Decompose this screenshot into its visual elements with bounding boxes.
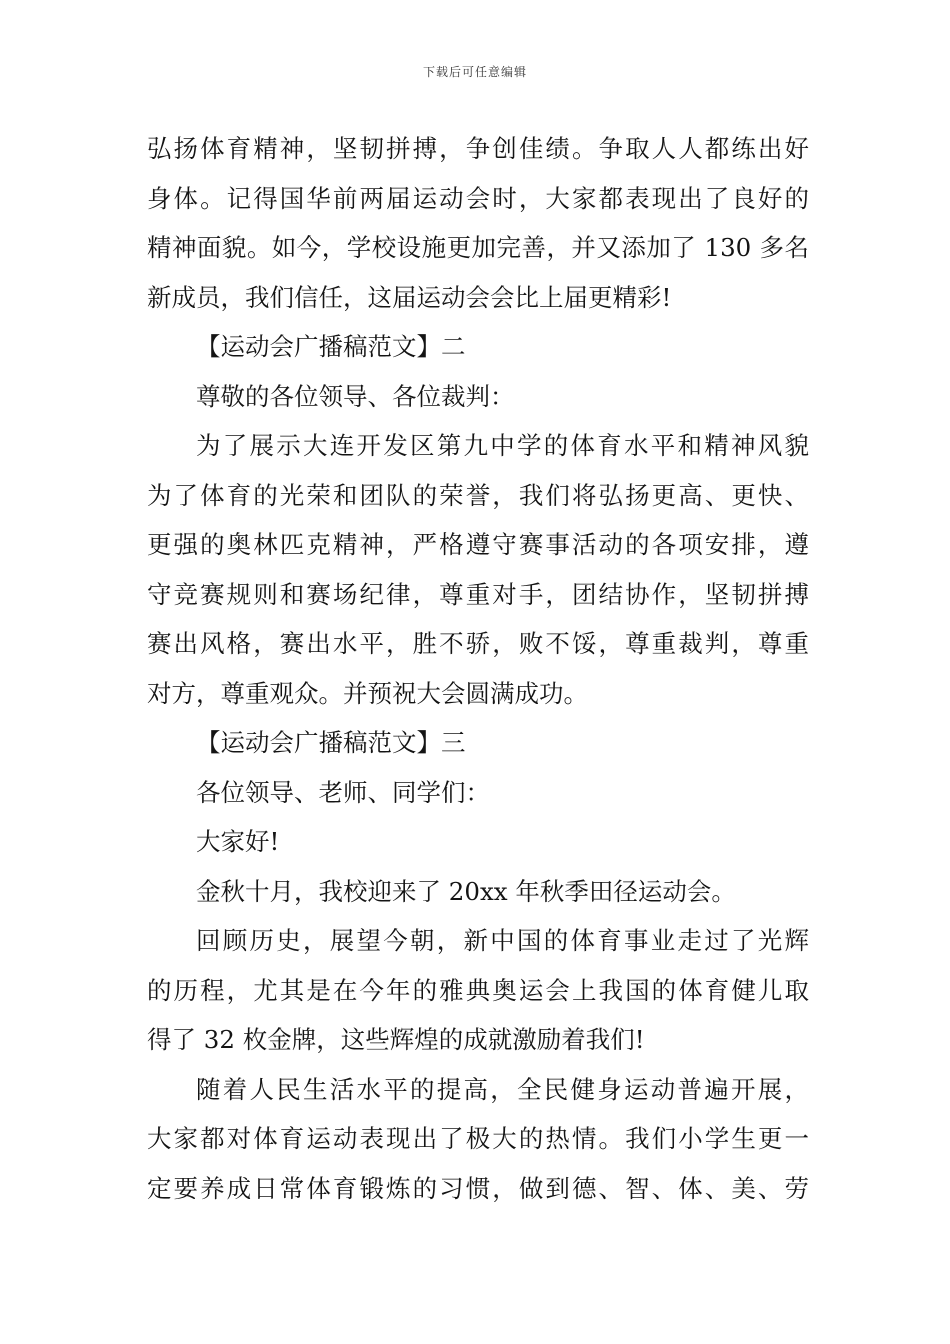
text-line: 各位领导、老师、同学们： [196,777,490,807]
text-line: 身体。记得国华前两届运动会时，大家都表现出了良好的 [147,183,809,213]
text-line: 大家好! [196,827,280,856]
document-body [147,124,809,1213]
text-line: 随着人民生活水平的提高，全民健身运动普遍开展， [196,1074,809,1104]
text-line: 为了体育的光荣和团队的荣誉，我们将弘扬更高、更快、 [147,480,809,510]
text-line: 对方，尊重观众。并预祝大会圆满成功。 [147,678,588,708]
text-line: 守竞赛规则和赛场纪律，尊重对手，团结协作，坚韧拼搏 [147,579,809,609]
text-line: 更强的奥林匹克精神，严格遵守赛事活动的各项安排，遵 [147,530,809,559]
text-line: 大家都对体育运动表现出了极大的热情。我们小学生更一 [147,1124,809,1153]
text-line: 定要养成日常体育锻炼的习惯，做到德、智、体、美、劳 [147,1173,809,1203]
text-line: 新成员，我们信任，这届运动会会比上届更精彩! [147,282,672,312]
text-line: 【运动会广播稿范文】三 [196,728,466,757]
text-line: 弘扬体育精神，坚韧拼搏，争创佳绩。争取人人都练出好 [147,134,809,163]
text-line: 尊敬的各位领导、各位裁判： [196,381,515,411]
text-line: 得了 32 枚金牌，这些辉煌的成就激励着我们! [147,1025,645,1054]
text-line: 精神面貌。如今，学校设施更加完善，并又添加了 130 多名 [147,233,809,262]
text-line: 为了展示大连开发区第九中学的体育水平和精神风貌 [196,431,809,460]
text-line: 赛出风格，赛出水平，胜不骄，败不馁，尊重裁判，尊重 [147,629,809,658]
page-header: 下载后可任意编辑 [422,65,527,79]
text-line: 回顾历史，展望今朝，新中国的体育事业走过了光辉 [196,926,809,955]
text-line: 【运动会广播稿范文】二 [196,332,466,361]
text-line: 的历程，尤其是在今年的雅典奥运会上我国的体育健儿取 [147,975,809,1005]
text-line: 金秋十月，我校迎来了 20xx 年秋季田径运动会。 [196,876,736,906]
